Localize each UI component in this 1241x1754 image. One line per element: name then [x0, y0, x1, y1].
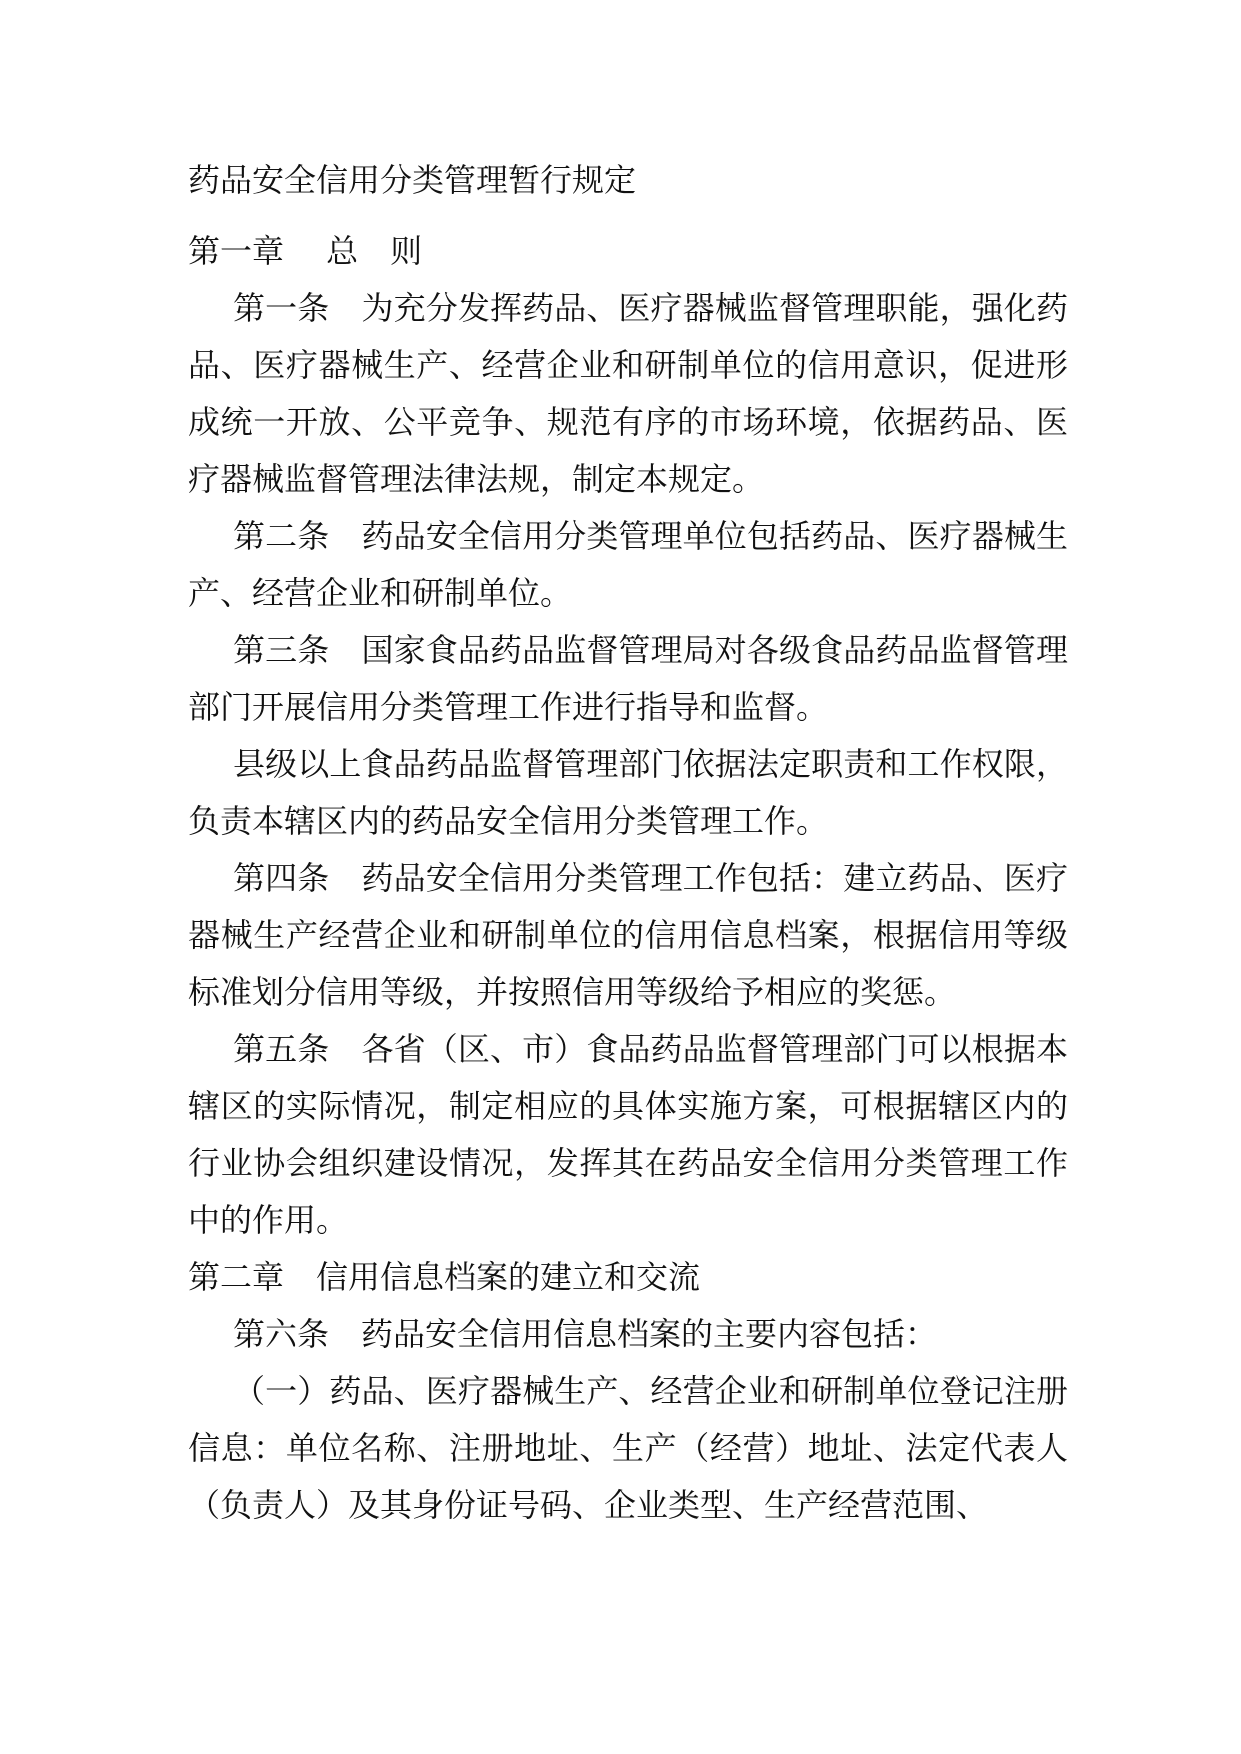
- chapter-2: [188, 1249, 1068, 1534]
- chapter-heading: 第一章 总 则: [188, 232, 423, 270]
- document-body: [188, 152, 1068, 1534]
- article-5: 第五条 各省（区、市）食品药品监督管理部门可以根据本辖区的实际情况，制定相应的具体实施方案，可根据辖区内的行业协会组织建设情况，发挥其在药品安全信用分类管理工作中的作用。: [188, 1030, 1068, 1239]
- article-6-item-1: （一）药品、医疗器械生产、经营企业和研制单位登记注册信息：单位名称、注册地址、生产（经营）地址、法定代表人（负责人）及其身份证号码、企业类型、生产经营范围、: [188, 1372, 1068, 1524]
- chapter-heading: 第二章 信用信息档案的建立和交流: [188, 1258, 701, 1296]
- article-2: 第二条 药品安全信用分类管理单位包括药品、医疗器械生产、经营企业和研制单位。: [188, 517, 1068, 612]
- chapter-1: [188, 223, 1068, 1249]
- article-6: 第六条 药品安全信用信息档案的主要内容包括：: [233, 1315, 938, 1353]
- article-4: 第四条 药品安全信用分类管理工作包括：建立药品、医疗器械生产经营企业和研制单位的信用信息档案，根据信用等级标准划分信用等级，并按照信用等级给予相应的奖惩。: [188, 859, 1068, 1011]
- article-1: 第一条 为充分发挥药品、医疗器械监督管理职能，强化药品、医疗器械生产、经营企业和研制单位的信用意识，促进形成统一开放、公平竞争、规范有序的市场环境，依据药品、医疗器械监督管理法律法规，制定本规定。: [188, 289, 1068, 498]
- document-title: 药品安全信用分类管理暂行规定: [188, 161, 637, 199]
- article-3: 第三条 国家食品药品监督管理局对各级食品药品监督管理部门开展信用分类管理工作进行指导和监督。: [188, 631, 1068, 726]
- article-3-clause-2: 县级以上食品药品监督管理部门依据法定职责和工作权限，负责本辖区内的药品安全信用分类管理工作。: [188, 745, 1068, 840]
